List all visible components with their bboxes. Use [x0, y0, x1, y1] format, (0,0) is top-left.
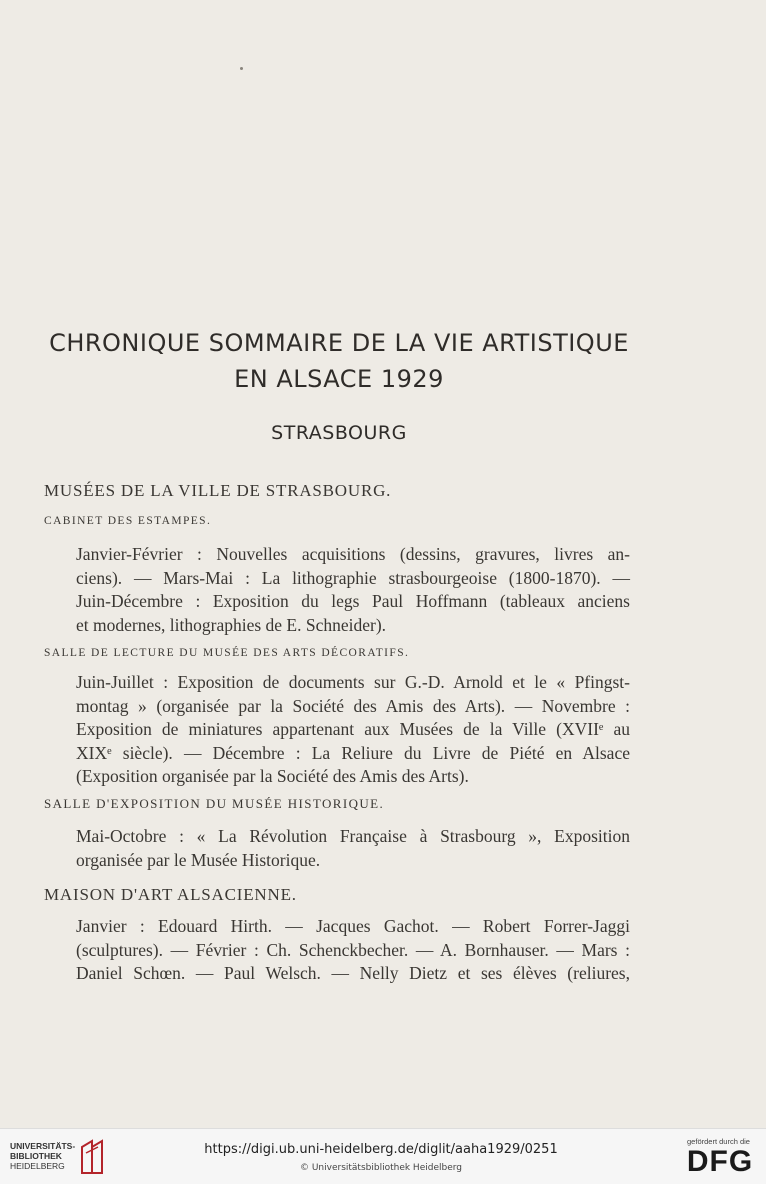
logo-line: HEIDELBERG [10, 1161, 65, 1171]
section-heading-maison: MAISON D'ART ALSACIENNE. [44, 885, 297, 904]
text-line: Juin-Décembre : Exposition du legs Paul Hoffmann (tableaux anciens [76, 591, 630, 611]
text-line: organisée par le Musée Historique. [76, 849, 321, 870]
paragraph-salle-lecture [76, 671, 630, 789]
permalink-url[interactable]: https://digi.ub.uni-heidelberg.de/diglit/aaha1929/0251 [204, 1142, 558, 1157]
text-line: (Exposition organisée par la Société des Amis des Arts). [76, 766, 469, 786]
text-line: Mai-Octobre : « La Révolution Française à Strasbourg », Exposition [76, 826, 630, 846]
text-line: et modernes, lithographies de E. Schneider). [76, 614, 387, 635]
text-line: (sculptures). — Février : Ch. Schenckbecher. — A. Bornhauser. — Mars : [76, 939, 630, 960]
text-line: Juin-Juillet : Exposition de documents sur G.-D. Arnold et le « Pfingst- [76, 672, 630, 692]
text-line: Janvier-Février : Nouvelles acquisitions (dessins, gravures, livres an- [76, 544, 630, 564]
subheading-salle-lecture: SALLE DE LECTURE DU MUSÉE DES ARTS DÉCORATIFS. [44, 647, 410, 659]
text-line: ciens). — Mars-Mai : La lithographie strasbourgeoise (1800-1870). — [76, 567, 630, 588]
text-line: Janvier : Edouard Hirth. — Jacques Gachot. — Robert Forrer-Jaggi [76, 916, 630, 936]
paragraph-maison [76, 915, 630, 986]
text-line: montag » (organisée par la Société des Amis des Arts). — Novembre : [76, 695, 630, 716]
university-logo-icon [78, 1137, 108, 1177]
paragraph-cabinet [76, 543, 630, 637]
subheading-cabinet: CABINET DES ESTAMPES. [44, 515, 212, 527]
dfg-caption: gefördert durch die [687, 1137, 750, 1146]
text-line: XIXᵉ siècle). — Décembre : La Reliure du Livre de Piété en Alsace [76, 742, 630, 763]
text-line: Exposition de miniatures appartenant aux Musées de la Ville (XVIIᵉ au [76, 719, 630, 739]
speck-mark [240, 67, 243, 70]
city-heading: STRASBOURG [271, 422, 407, 444]
logo-line: UNIVERSITÄTS- [10, 1141, 76, 1151]
university-logo-text [10, 1141, 75, 1171]
section-heading-musees: MUSÉES DE LA VILLE DE STRASBOURG. [44, 481, 392, 500]
page-title-line-1: CHRONIQUE SOMMAIRE DE LA VIE ARTISTIQUE [49, 329, 629, 357]
copyright-text: © Universitätsbibliothek Heidelberg [299, 1163, 462, 1173]
text-line: Daniel Schœn. — Paul Welsch. — Nelly Dietz et ses élèves (reliures, [76, 963, 630, 983]
viewer-footer [0, 1128, 766, 1184]
subheading-salle-exposition: SALLE D'EXPOSITION DU MUSÉE HISTORIQUE. [44, 796, 385, 811]
page-title-line-2: EN ALSACE 1929 [234, 365, 444, 393]
paragraph-salle-exposition [76, 825, 630, 872]
dfg-logo: DFG [686, 1145, 754, 1178]
logo-line: BIBLIOTHEK [10, 1151, 62, 1161]
